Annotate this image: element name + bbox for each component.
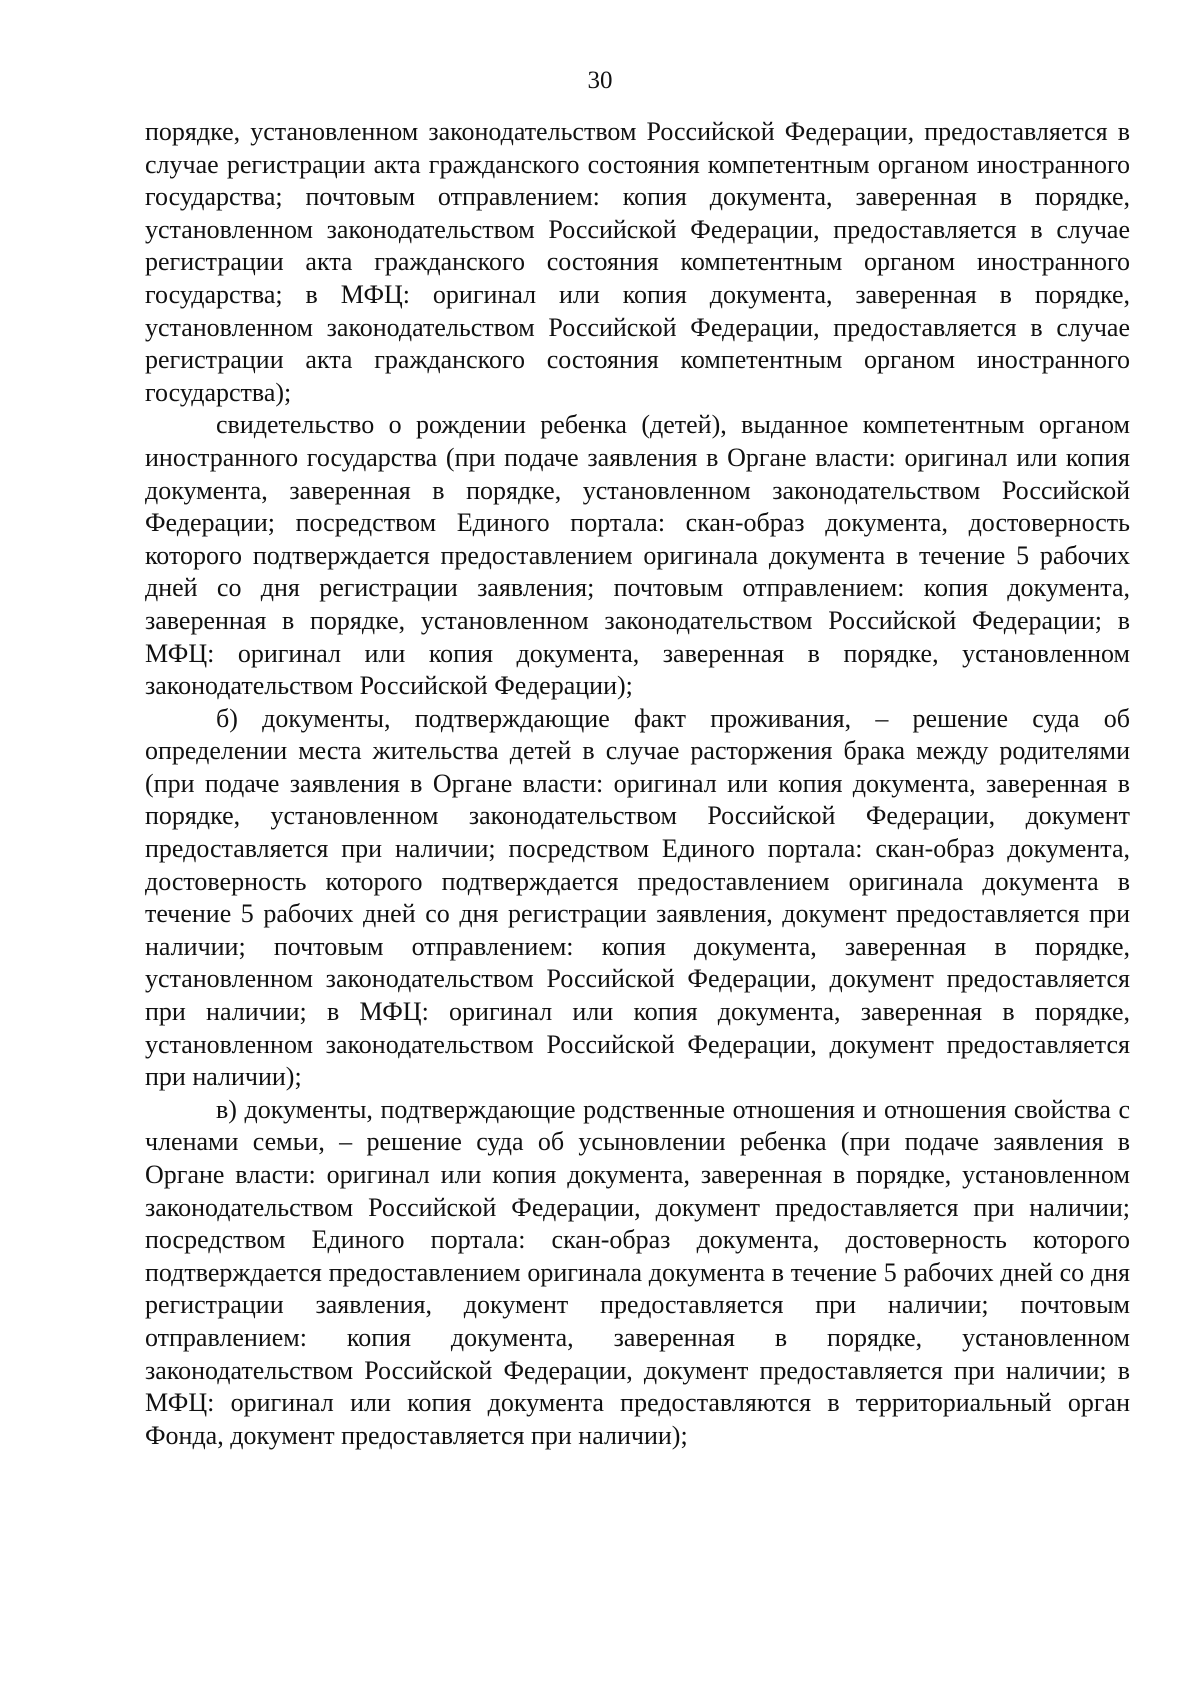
page-number: 30 <box>587 67 613 94</box>
paragraph-item-b-residence: б) документы, подтверждающие факт проживания, – решение суда об определении места жительства детей в случае расторжения брака между родителями (при подаче заявления в Органе власти: оригинал или копия документа, заверенная в порядке, установленном законодательством Российской Федерации, документ предоставляется при наличии; посредством Единого портала: скан-образ документа, достоверность которого подтверждается предоставлением оригинала документа в течение 5 рабочих дней со дня регистрации заявления, документ предоставляется при наличии; почтовым отправлением: копия документа, заверенная в порядке, установленном законодательством Российской Федерации, документ предоставляется при наличии; в МФЦ: оригинал или копия документа, заверенная в порядке, установленном законодательством Российской Федерации, документ предоставляется при наличии); <box>145 703 1130 1092</box>
document-body <box>145 116 1130 1452</box>
paragraph-birth-certificate: свидетельство о рождении ребенка (детей), выданное компетентным органом иностранного государства (при подаче заявления в Органе власти: оригинал или копия документа, заверенная в порядке, установленном законодательством Российской Федерации; посредством Единого портала: скан-образ документа, достоверность которого подтверждается предоставлением оригинала документа в течение 5 рабочих дней со дня регистрации заявления; почтовым отправлением: копия документа, заверенная в порядке, установленном законодательством Российской Федерации; в МФЦ: оригинал или копия документа, заверенная в порядке, установленном законодательством Российской Федерации); <box>145 410 1130 701</box>
paragraph-continuation: порядке, установленном законодательством Российской Федерации, предоставляется в случае регистрации акта гражданского состояния компетентным органом иностранного государства; почтовым отправлением: копия документа, заверенная в порядке, установленном законодательством Российской Федерации, предоставляется в случае регистрации акта гражданского состояния компетентным органом иностранного государства; в МФЦ: оригинал или копия документа, заверенная в порядке, установленном законодательством Российской Федерации, предоставляется в случае регистрации акта гражданского состояния компетентным органом иностранного государства); <box>145 117 1130 407</box>
paragraph-item-v-family-relations: в) документы, подтверждающие родственные отношения и отношения свойства с членами семьи, – решение суда об усыновлении ребенка (при подаче заявления в Органе власти: оригинал или копия документа, заверенная в порядке, установленном законодательством Российской Федерации, документ предоставляется при наличии; посредством Единого портала: скан-образ документа, достоверность которого подтверждается предоставлением оригинала документа в течение 5 рабочих дней со дня регистрации заявления, документ предоставляется при наличии; почтовым отправлением: копия документа, заверенная в порядке, установленном законодательством Российской Федерации, документ предоставляется при наличии; в МФЦ: оригинал или копия документа предоставляются в территориальный орган Фонда, документ предоставляется при наличии); <box>145 1094 1130 1450</box>
